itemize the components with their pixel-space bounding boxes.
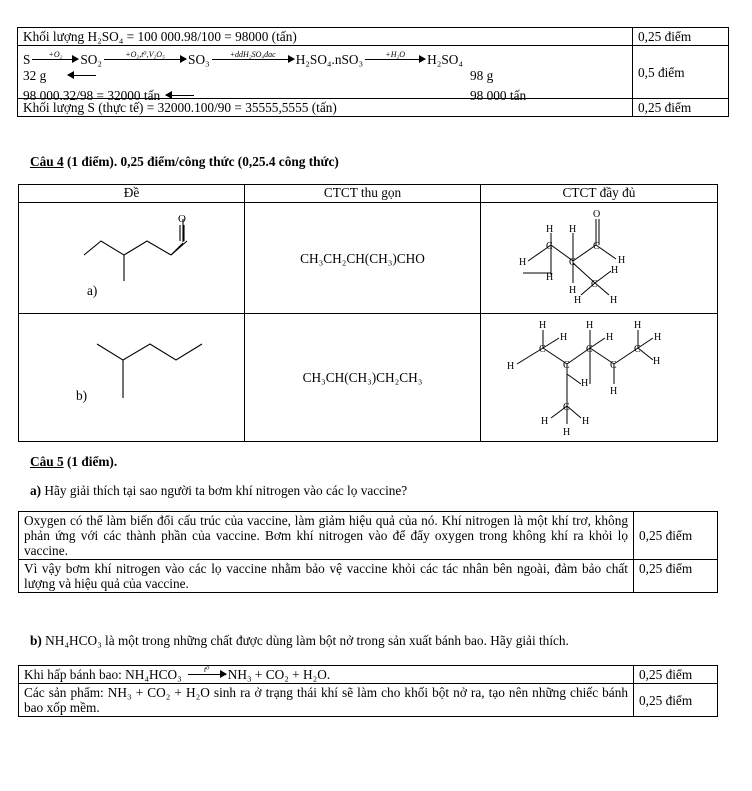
score-cell: 0,25 điểm (633, 99, 729, 117)
atom-h: H (618, 255, 626, 266)
question-5-title (30, 454, 117, 470)
atom-h: H (569, 224, 577, 235)
question-5a (30, 483, 407, 499)
arrow-4 (365, 49, 425, 60)
question-5b (30, 633, 569, 649)
mass-32g: 32 g (23, 68, 47, 83)
answer-5a-2: Vì vậy bơm khí nitrogen vào các lọ vaccine nhằm bảo vệ vaccine khỏi các tác nhân bên ngoài, đảm bảo chất lượng và hiệu quả của vaccine. (19, 560, 634, 593)
condition-2: +O₂,t⁰,V₂O₅ (125, 49, 165, 59)
h2so4-mass-cell: Khối lượng H₂SO₄ = 100 000.98/100 = 98000 (tấn) (18, 28, 633, 46)
atom-c: C (586, 344, 593, 355)
species-so3: SO₃ (188, 52, 210, 67)
score-cell: 0,25 điểm (634, 512, 718, 560)
header-full: CTCT đầy đủ (481, 185, 718, 203)
skeletal-cell-b (19, 314, 245, 442)
atom-h: H (574, 295, 582, 306)
atom-h: H (569, 285, 577, 296)
skeletal-structure-b (19, 314, 244, 438)
atom-h: H (582, 416, 590, 427)
atom-h: H (560, 332, 568, 343)
atom-c: C (634, 344, 641, 355)
atom-h: H (654, 332, 662, 343)
atom-c: C (591, 279, 598, 290)
atom-h: H (541, 416, 549, 427)
atom-o: O (178, 213, 186, 225)
mass-s-ratio (23, 68, 98, 83)
reaction-chain-cell (18, 46, 633, 103)
arrow-2 (104, 49, 186, 60)
condition-heat: t⁰ (204, 664, 210, 674)
mass-calc-table (17, 27, 729, 117)
condition-4: +H₂O (385, 49, 406, 59)
score-cell: 0,5 điểm (633, 46, 729, 99)
condition-3: +ddH₂SO₄đac (229, 49, 276, 59)
question-5b-label: b) (30, 633, 42, 648)
label-a: a) (87, 283, 98, 298)
score-cell: 0,25 điểm (634, 666, 718, 684)
condensed-b: CH₃CH(CH₃)CH₂CH₃ (245, 314, 481, 442)
answer-5b-1 (19, 666, 634, 684)
atom-h: H (606, 332, 614, 343)
question-5b-text: NH₄HCO₃ là một trong những chất được dùng làm bột nở trong sản xuất bánh bao. Hãy giải thích. (41, 633, 569, 648)
score-cell: 0,25 điểm (634, 560, 718, 593)
atom-h: H (653, 356, 661, 367)
s-actual-cell: Khối lượng S (thực tế) = 32000.100/90 = 35555,5555 (tấn) (18, 99, 633, 117)
question-5a-label: a) (30, 483, 42, 498)
atom-h: H (581, 378, 589, 389)
full-structure-cell-a (481, 203, 718, 314)
skeletal-cell-a (19, 203, 245, 314)
atom-c: C (610, 360, 617, 371)
structure-table (18, 184, 718, 442)
condensed-a: CH₃CH₂CH(CH₃)CHO (245, 203, 481, 314)
skeletal-structure-a (19, 203, 244, 310)
heat-arrow (188, 664, 226, 675)
species-oleum: H₂SO₄.nSO₃ (295, 52, 364, 67)
atom-c: C (569, 257, 576, 268)
full-structure-a (481, 203, 717, 310)
answer-5a-1: Oxygen có thể làm biến đổi cấu trúc của vaccine, làm giảm hiệu quả của nó. Khí nitrogen là một khí trơ, không phản ứng với các thành phần của vaccine. Bơm khí nitrogen vào để đẩy oxygen trong không khí ra khỏi lọ vaccine. (19, 512, 634, 560)
reaction-chain (23, 49, 464, 67)
atom-h: H (546, 224, 554, 235)
atom-h: H (519, 257, 527, 268)
atom-c: C (563, 360, 570, 371)
label-b: b) (76, 388, 88, 403)
question-4-title (30, 154, 339, 170)
atom-h: H (634, 320, 642, 331)
full-structure-b (481, 314, 717, 438)
answer-5b-2: Các sản phẩm: NH₃ + CO₂ + H₂O sinh ra ở trạng thái khí sẽ làm cho khối bột nở ra, tạo nên những chiếc bánh bao xốp mềm. (19, 684, 634, 717)
arrow-1 (32, 49, 78, 60)
species-so2: SO₂ (80, 52, 103, 67)
species-s: S (23, 52, 31, 67)
atom-h: H (546, 272, 554, 283)
header-condensed: CTCT thu gọn (245, 185, 481, 203)
equation-reactant: Khi hấp bánh bao: NH₄HCO₃ (24, 667, 182, 682)
atom-h: H (539, 320, 547, 331)
question-4-label: Câu 4 (30, 154, 64, 169)
header-de: Đề (19, 185, 245, 203)
mass-98g: 98 g (470, 68, 494, 83)
full-structure-cell-b (481, 314, 718, 442)
answer-5a-table (18, 511, 718, 593)
question-5a-text: Hãy giải thích tại sao người ta bơm khí nitrogen vào các lọ vaccine? (41, 483, 408, 498)
back-arrow-1 (68, 75, 96, 76)
arrow-3 (212, 49, 294, 60)
score-cell: 0,25 điểm (633, 28, 729, 46)
atom-h: H (507, 361, 515, 372)
condition-1: +O₂ (48, 49, 63, 59)
atom-h: H (586, 320, 594, 331)
calc-32000: 98 000.32/98 = 32000 tấn (23, 88, 161, 103)
atom-labels-a (519, 209, 625, 306)
atom-h: H (610, 386, 618, 397)
atom-c: C (593, 241, 600, 252)
atom-h: H (563, 427, 571, 438)
equation-products: NH₃ + CO₂ + H₂O. (227, 667, 331, 682)
question-5-desc: (1 điểm). (63, 454, 118, 469)
answer-5b-table (18, 665, 718, 717)
atom-h: H (611, 265, 619, 276)
atom-c: C (539, 344, 546, 355)
question-5-label: Câu 5 (30, 454, 64, 469)
species-h2so4: H₂SO₄ (427, 52, 464, 67)
score-cell: 0,25 điểm (634, 684, 718, 717)
atom-o: O (593, 209, 601, 220)
actual-s-calc (23, 88, 196, 103)
mass-98000: 98 000 tấn (470, 88, 527, 103)
atom-h: H (610, 295, 618, 306)
question-4-desc: (1 điểm). 0,25 điểm/công thức (0,25.4 công thức) (63, 154, 339, 169)
atom-c: C (546, 241, 553, 252)
atom-c: C (563, 402, 570, 413)
back-arrow-2 (166, 95, 194, 96)
